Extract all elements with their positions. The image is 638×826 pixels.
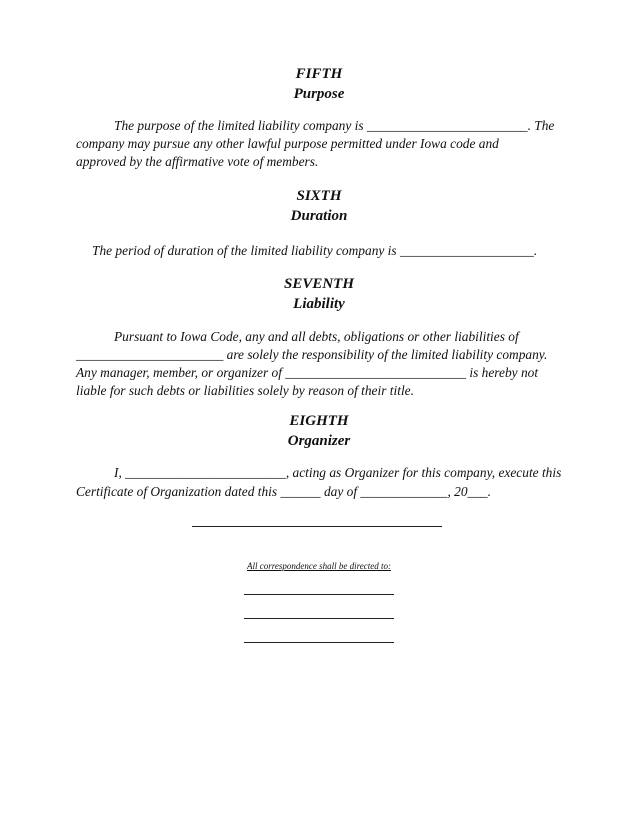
section-sixth-number: SIXTH bbox=[296, 188, 342, 204]
section-seventh-number: SEVENTH bbox=[283, 276, 355, 292]
paragraph-line: Any manager, member, or organizer of ___________________________ is hereby not bbox=[76, 365, 539, 380]
paragraph-line: approved by the affirmative vote of members. bbox=[76, 154, 319, 169]
section-fifth-title: Purpose bbox=[293, 86, 345, 102]
section-eighth-number: EIGHTH bbox=[289, 413, 349, 429]
paragraph-line: company may pursue any other lawful purpose permitted under Iowa code and bbox=[76, 136, 499, 151]
paragraph-line: liable for such debts or liabilities solely by reason of their title. bbox=[76, 383, 414, 398]
paragraph-line: The period of duration of the limited liability company is ____________________. bbox=[92, 243, 538, 258]
address-line-1 bbox=[244, 594, 394, 595]
address-line-2 bbox=[244, 618, 394, 619]
section-seventh-title: Liability bbox=[293, 296, 345, 312]
section-fifth-number: FIFTH bbox=[295, 66, 343, 82]
paragraph-line: Pursuant to Iowa Code, any and all debts, obligations or other liabilities of bbox=[114, 329, 519, 344]
section-eighth-title: Organizer bbox=[287, 433, 351, 449]
section-sixth-title: Duration bbox=[290, 208, 348, 224]
paragraph-line: Certificate of Organization dated this ______ day of _____________, 20___. bbox=[76, 484, 491, 499]
paragraph-line: The purpose of the limited liability company is ________________________. The bbox=[114, 118, 555, 133]
paragraph-line: I, ________________________, acting as Organizer for this company, execute this bbox=[114, 465, 562, 480]
address-line-3 bbox=[244, 642, 394, 643]
signature-line bbox=[192, 526, 442, 527]
paragraph-line: ______________________ are solely the responsibility of the limited liability company. bbox=[76, 347, 548, 362]
correspondence-label: All correspondence shall be directed to: bbox=[246, 561, 392, 571]
